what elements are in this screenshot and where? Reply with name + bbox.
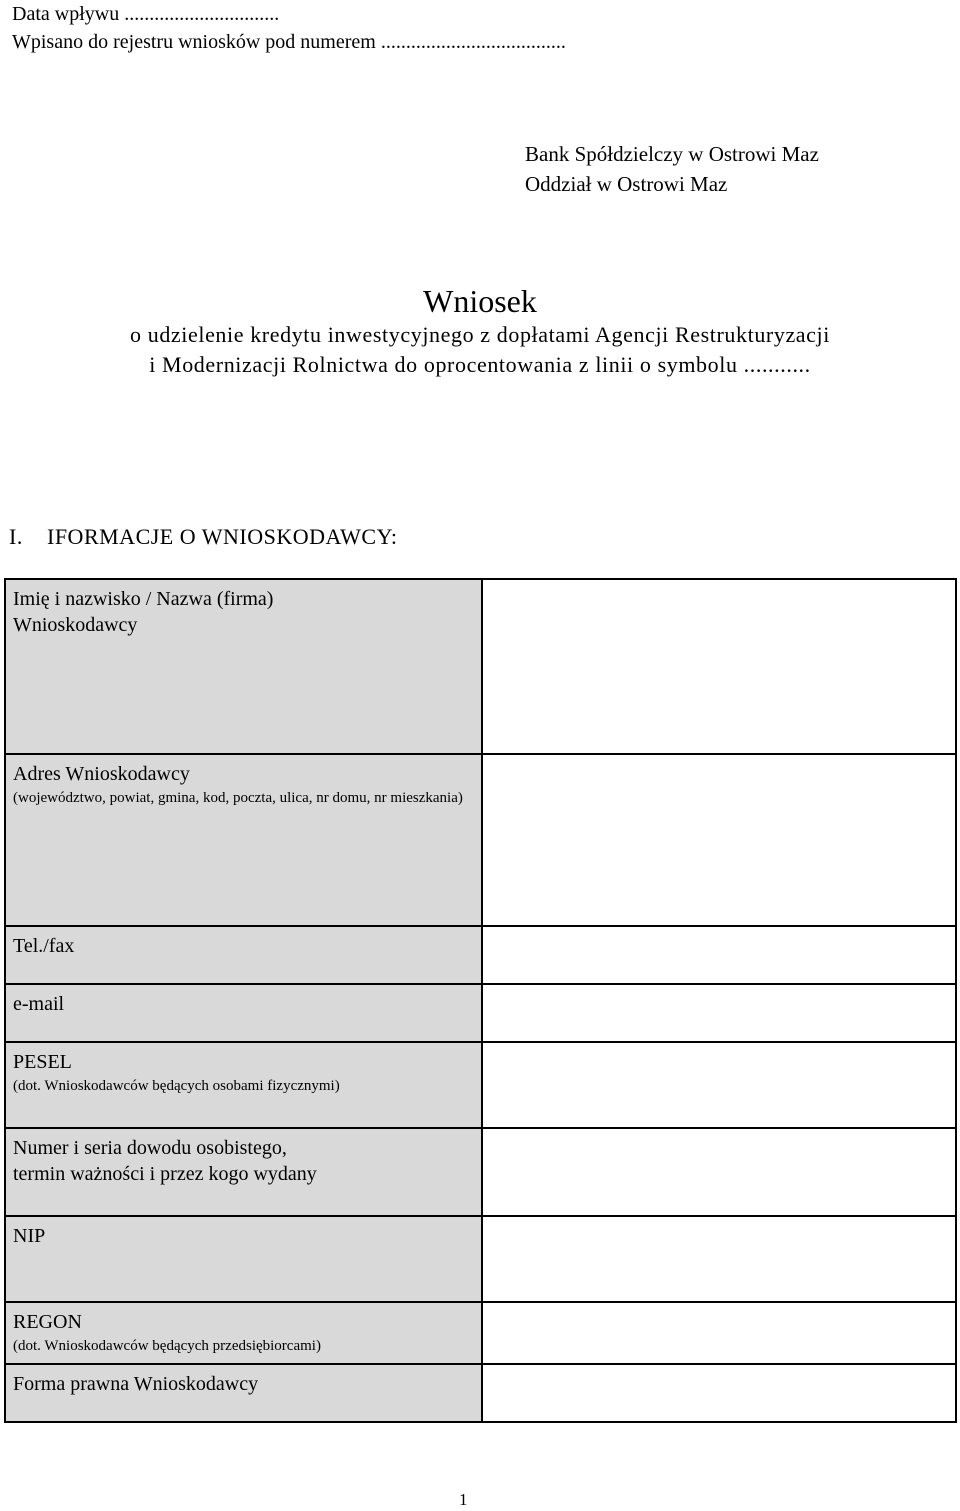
regon-field[interactable] [482, 1302, 956, 1364]
field-label-cell [5, 1128, 482, 1216]
field-label: Imię i nazwisko / Nazwa (firma) [13, 588, 274, 610]
section-title: IFORMACJE O WNIOSKODAWCY: [47, 524, 398, 549]
bank-branch: Oddział w Ostrowi Maz [525, 172, 728, 196]
phone-fax-field[interactable] [482, 926, 956, 984]
table-row [5, 754, 956, 926]
document-subtitle-line-2: i Modernizacji Rolnictwa do oprocentowania z linii o symbolu ........... [149, 352, 811, 377]
field-label-cell [5, 1042, 482, 1128]
field-label-cell [5, 1364, 482, 1422]
table-row [5, 1216, 956, 1302]
field-label-note: (dot. Wnioskodawców będących osobami fizycznymi) [13, 1078, 340, 1094]
field-label: NIP [13, 1225, 46, 1247]
table-row [5, 1042, 956, 1128]
field-label-cell [5, 579, 482, 754]
section-heading [9, 523, 398, 551]
applicant-name-field[interactable] [482, 579, 956, 754]
intake-date-line: Data wpływu ............................... [12, 3, 280, 25]
field-label: Tel./fax [13, 935, 75, 957]
table-row [5, 926, 956, 984]
table-row [5, 1302, 956, 1364]
field-label-cell [5, 984, 482, 1042]
field-label-continued: termin ważności i przez kogo wydany [13, 1163, 317, 1185]
field-label: Forma prawna Wnioskodawcy [13, 1373, 259, 1395]
bank-name: Bank Spółdzielczy w Ostrowi Maz [525, 142, 819, 166]
field-label-note: (dot. Wnioskodawców będących przedsiębiorcami) [13, 1338, 321, 1354]
field-label: REGON [13, 1311, 82, 1333]
table-row [5, 1128, 956, 1216]
table-row [5, 1364, 956, 1422]
section-number: I. [9, 524, 23, 549]
field-label: PESEL [13, 1051, 72, 1073]
field-label: e-mail [13, 993, 65, 1015]
field-label-cell [5, 926, 482, 984]
field-label-cell [5, 1302, 482, 1364]
email-field[interactable] [482, 984, 956, 1042]
nip-field[interactable] [482, 1216, 956, 1302]
field-label-continued: Wnioskodawcy [13, 614, 138, 636]
document-title: Wniosek [423, 283, 537, 319]
field-label-cell [5, 754, 482, 926]
field-label-cell [5, 1216, 482, 1302]
pesel-field[interactable] [482, 1042, 956, 1128]
id-card-field[interactable] [482, 1128, 956, 1216]
field-label: Adres Wnioskodawcy [13, 763, 190, 785]
page-number: 1 [459, 1490, 468, 1509]
applicant-info-table [4, 578, 957, 1423]
applicant-address-field[interactable] [482, 754, 956, 926]
registry-number-line: Wpisano do rejestru wniosków pod numerem ..................................... [12, 31, 566, 53]
document-subtitle-line-1: o udzielenie kredytu inwestycyjnego z dopłatami Agencji Restrukturyzacji [130, 322, 830, 347]
field-label: Numer i seria dowodu osobistego, [13, 1137, 287, 1159]
table-row [5, 984, 956, 1042]
legal-form-field[interactable] [482, 1364, 956, 1422]
table-row [5, 579, 956, 754]
field-label-note: (województwo, powiat, gmina, kod, poczta, ulica, nr domu, nr mieszkania) [13, 790, 463, 806]
